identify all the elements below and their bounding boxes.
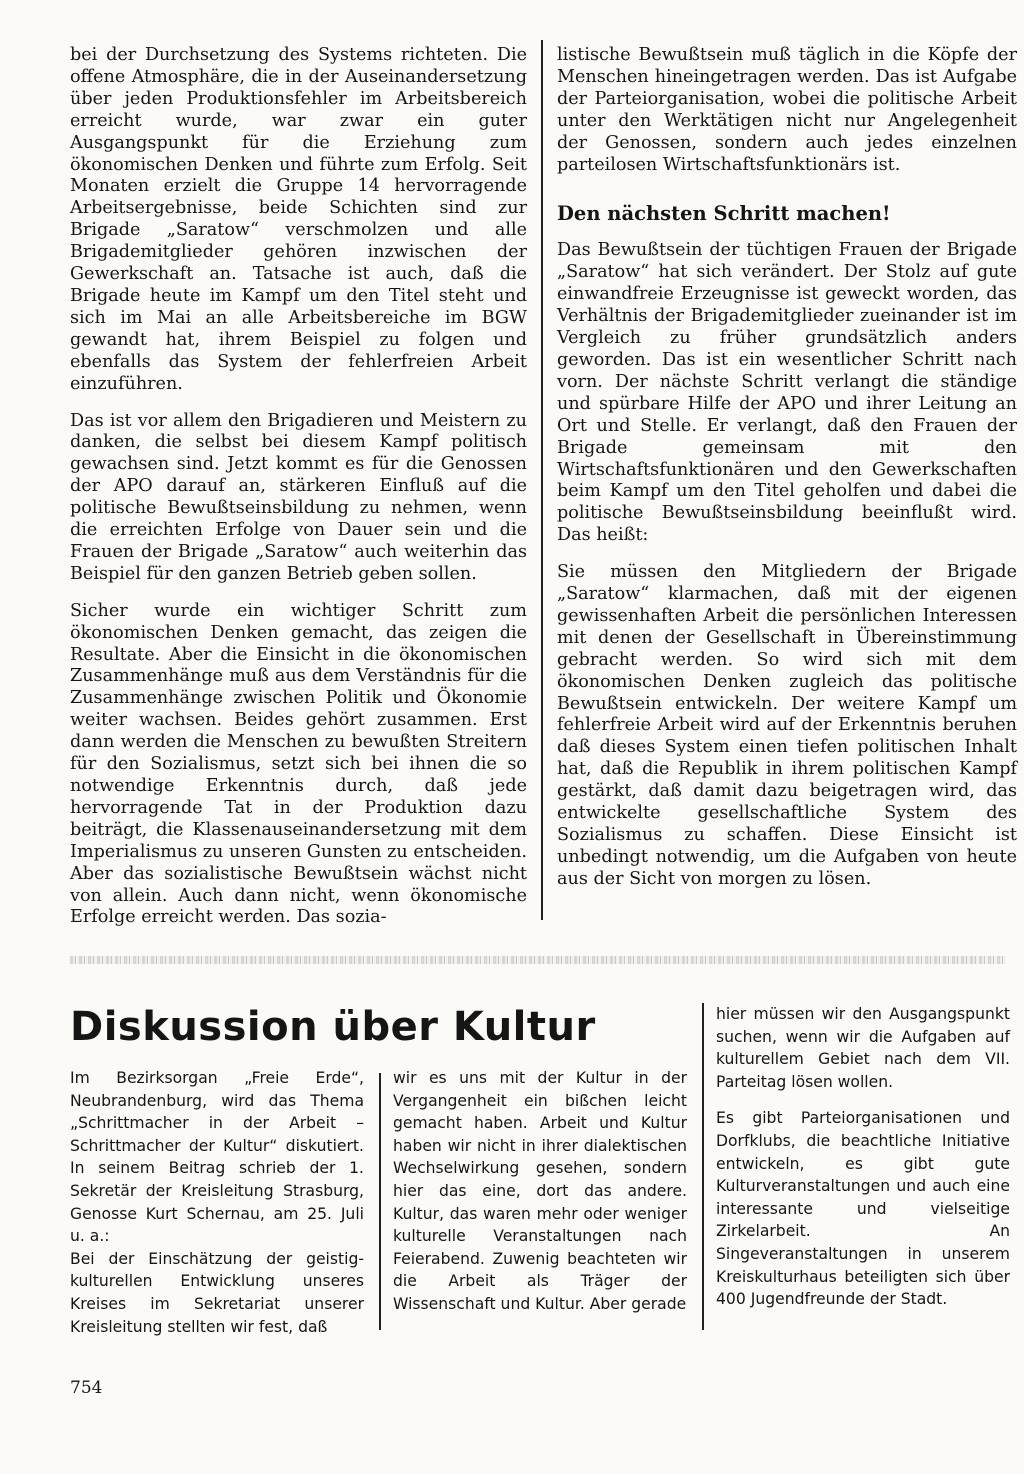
column-divider bbox=[541, 40, 543, 920]
paragraph: Sicher wurde ein wichtiger Schritt zum ökonomischen Denken gemacht, das zeigen die Resultate. Aber die Einsicht in die ökonomischen Zusammenhänge muß aus dem Verständnis für die Zusammenhänge zwischen Politik und Ökonomie weiter wachsen. Beides gehört zusammen. Erst dann werden die Menschen zu bewußten Streitern für den Sozialismus, setzt sich bei ihnen die so notwendige Erkenntnis durch, daß jede hervorragende Tat in der Produktion dazu beiträgt, die Klassenauseinandersetzung mit dem Imperialismus zu unseren Gunsten zu entscheiden. Aber das sozialistische Bewußtsein wächst nicht von allein. Auch dann nicht, wenn ökonomische Erfolge erreicht werden. Das sozia- bbox=[70, 600, 527, 928]
paragraph: Das Bewußtsein der tüchtigen Frauen der Brigade „Saratow“ hat sich verändert. Der Stolz auf gute einwandfreie Erzeugnisse ist geweckt worden, das Verhältnis der Brigademitglieder zueinander ist im Vergleich zu früher grundsätzlich anders geworden. Das ist ein wesentlicher Schritt nach vorn. Der nächste Schritt verlangt die ständige und spürbare Hilfe der APO und ihrer Leitung an Ort und Stelle. Er verlangt, daß den Frauen der Brigade gemeinsam mit den Wirtschaftsfunktionären und den Gewerkschaften beim Kampf um den Titel geholfen und dabei die politische Bewußtseinsbildung beeinflußt wird. Das heißt: bbox=[557, 240, 1017, 546]
paragraph: hier müssen wir den Ausgangspunkt suchen, wenn wir die Aufgaben auf kulturellem Gebiet nach dem VII. Parteitag lösen wollen. bbox=[716, 1005, 1010, 1091]
column-divider bbox=[702, 1003, 704, 1330]
page-number: 754 bbox=[70, 1378, 103, 1398]
bottom-article-column-2 bbox=[393, 1067, 687, 1330]
paragraph: Im Bezirksorgan „Freie Erde“, Neubrandenburg, wird das Thema „Schrittmacher in der Arbeit – Schrittmacher der Kultur“ diskutiert. In seinem Beitrag schrieb der 1. Sekretär der Kreisleitung Strasburg, Genosse Kurt Schernau, am 25. Juli u. a.: bbox=[70, 1069, 364, 1246]
bottom-article-column-1 bbox=[70, 1067, 364, 1352]
section-subheading: Den nächsten Schritt machen! bbox=[557, 202, 891, 226]
column-divider bbox=[379, 1073, 381, 1330]
article-headline: Diskussion über Kultur bbox=[70, 1004, 596, 1050]
paragraph: wir es uns mit der Kultur in der Vergangenheit ein bißchen leicht gemacht haben. Arbeit und Kultur haben wir nicht in ihrer dialektischen Wechselwirkung gesehen, sondern hier das eine, dort das andere. Kultur, das waren mehr oder weniger kulturelle Veranstaltungen nach Feierabend. Zuwenig beachteten wir die Arbeit als Träger der Wissenschaft und Kultur. Aber gerade bbox=[393, 1069, 687, 1313]
paragraph: listische Bewußtsein muß täglich in die Köpfe der Menschen hineingetragen werden. Das ist Aufgabe der Parteiorganisation, wobei die politische Arbeit unter den Werktätigen nicht nur Angelegenheit der Genossen, sondern auch jedes einzelnen parteilosen Wirtschaftsfunktionärs ist. bbox=[557, 45, 1017, 175]
paragraph: Das ist vor allem den Brigadieren und Meistern zu danken, die selbst bei diesem Kampf politisch gewachsen sind. Jetzt kommt es für die Genossen der APO darauf an, stärkeren Einfluß auf die politische Bewußtseinsbildung zu nehmen, wenn die erreichten Erfolge von Dauer sein und die Frauen der Brigade „Saratow“ auch weiterhin das Beispiel für den ganzen Betrieb geben sollen. bbox=[70, 410, 527, 584]
section-divider-band bbox=[70, 956, 1006, 964]
paragraph: Es gibt Parteiorganisationen und Dorfklubs, die beachtliche Initiative entwickeln, es gibt gute Kulturveranstaltungen und auch eine interessante und vielseitige Zirkelarbeit. An Singeveranstaltungen in unserem Kreiskulturhaus beteiligten sich über 400 Jugendfreunde der Stadt. bbox=[716, 1109, 1010, 1309]
paragraph: bei der Durchsetzung des Systems richteten. Die offene Atmosphäre, die in der Auseinandersetzung über jeden Produktionsfehler im Arbeitsbereich erreicht wurde, war zwar ein guter Ausgangspunkt für die Erziehung zum ökonomischen Denken und führte zum Erfolg. Seit Monaten erzielt die Gruppe 14 hervorragende Arbeitsergebnisse, beide Schichten sind zur Brigade „Saratow“ verschmolzen und alle Brigademitglieder gehören inzwischen der Gewerkschaft an. Tatsache ist auch, daß die Brigade heute im Kampf um den Titel steht und sich im Mai an alle Arbeitsbereiche im BGW gewandt hat, ihrem Beispiel zu folgen und ebenfalls das System der fehlerfreien Arbeit einzuführen. bbox=[70, 45, 527, 394]
top-article-column-1 bbox=[70, 45, 527, 944]
paragraph: Sie müssen den Mitgliedern der Brigade „Saratow“ klarmachen, daß mit der eigenen gewissenhaften Arbeit die persönlichen Interessen mit denen der Gesellschaft in Übereinstimmung gebracht werden. So wird sich mit dem ökonomischen Denken zugleich das politische Bewußtsein entwickeln. Der weitere Kampf um fehlerfreie Arbeit wird auf der Erkenntnis beruhen daß dieses System einen tiefen politischen Inhalt hat, daß die Republik in ihrem politischen Kampf gestärkt, daß damit dazu beigetragen wird, das entwickelte gesellschaftliche System des Sozialismus zu schaffen. Diese Einsicht ist unbedingt notwendig, um die Aufgaben von heute aus der Sicht von morgen zu lösen. bbox=[557, 562, 1017, 889]
paragraph: Bei der Einschätzung der geistig-kulturellen Entwicklung unseres Kreises im Sekretariat unserer Kreisleitung stellten wir fest, daß bbox=[70, 1249, 364, 1336]
bottom-article-column-3 bbox=[716, 1003, 1010, 1325]
top-article-column-2 bbox=[557, 45, 1017, 906]
